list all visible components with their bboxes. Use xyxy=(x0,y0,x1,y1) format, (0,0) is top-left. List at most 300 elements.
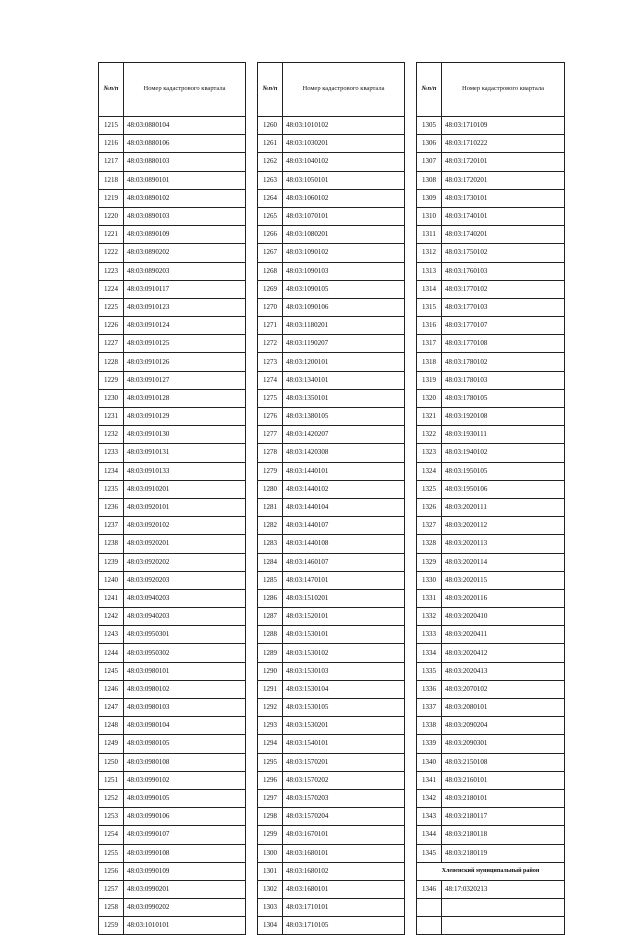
row-number: 1243 xyxy=(99,626,124,644)
cadastral-number: 48:03:0990202 xyxy=(124,899,246,917)
row-number: 1314 xyxy=(417,280,442,298)
row-number: 1253 xyxy=(99,808,124,826)
table-row xyxy=(417,226,565,244)
table-row xyxy=(417,498,565,516)
cadastral-number: 48:03:1440101 xyxy=(283,462,405,480)
row-number: 1346 xyxy=(417,880,442,898)
table-row xyxy=(417,171,565,189)
table-row xyxy=(417,317,565,335)
row-number: 1336 xyxy=(417,680,442,698)
table-row xyxy=(417,608,565,626)
table-row xyxy=(258,662,405,680)
row-number: 1250 xyxy=(99,753,124,771)
row-number: 1330 xyxy=(417,571,442,589)
row-number: 1267 xyxy=(258,244,283,262)
table-row xyxy=(417,699,565,717)
cadastral-number: 48:03:0950301 xyxy=(124,626,246,644)
row-number: 1260 xyxy=(258,117,283,135)
row-number: 1246 xyxy=(99,680,124,698)
table-row xyxy=(99,662,246,680)
table-row xyxy=(417,389,565,407)
table-row xyxy=(99,371,246,389)
table-row xyxy=(99,880,246,898)
row-number: 1316 xyxy=(417,317,442,335)
row-number: 1240 xyxy=(99,571,124,589)
table-row xyxy=(258,371,405,389)
row-number: 1322 xyxy=(417,426,442,444)
row-number: 1242 xyxy=(99,608,124,626)
table-row xyxy=(417,480,565,498)
row-number: 1296 xyxy=(258,771,283,789)
table-row xyxy=(417,207,565,225)
cadastral-number: 48:03:2020112 xyxy=(442,517,565,535)
cadastral-number: 48:03:0890109 xyxy=(124,226,246,244)
cadastral-number: 48:03:0940203 xyxy=(124,608,246,626)
row-number: 1239 xyxy=(99,553,124,571)
row-number: 1335 xyxy=(417,662,442,680)
table-row xyxy=(258,826,405,844)
row-number: 1287 xyxy=(258,608,283,626)
row-number: 1274 xyxy=(258,371,283,389)
row-number: 1303 xyxy=(258,899,283,917)
cadastral-number: 48:03:0990108 xyxy=(124,844,246,862)
table-row xyxy=(258,280,405,298)
cadastral-number: 48:03:0990201 xyxy=(124,880,246,898)
cadastral-number: 48:03:2020113 xyxy=(442,535,565,553)
cadastral-number: 48:03:0920203 xyxy=(124,571,246,589)
cadastral-number: 48:03:0950302 xyxy=(124,644,246,662)
cadastral-number: 48:03:0980108 xyxy=(124,753,246,771)
row-number: 1275 xyxy=(258,389,283,407)
cadastral-number: 48:03:2090204 xyxy=(442,717,565,735)
cadastral-number: 48:03:1340101 xyxy=(283,371,405,389)
cadastral-number: 48:03:1090103 xyxy=(283,262,405,280)
cadastral-number: 48:03:1090102 xyxy=(283,244,405,262)
table-row xyxy=(99,717,246,735)
cadastral-number: 48:03:1030201 xyxy=(283,135,405,153)
table-row xyxy=(99,680,246,698)
row-number: 1301 xyxy=(258,862,283,880)
row-number: 1329 xyxy=(417,553,442,571)
table-row xyxy=(258,480,405,498)
row-number: 1217 xyxy=(99,153,124,171)
row-number: 1228 xyxy=(99,353,124,371)
table-row xyxy=(258,680,405,698)
row-number: 1325 xyxy=(417,480,442,498)
cadastral-number: 48:03:1920108 xyxy=(442,408,565,426)
header-number: №п/п xyxy=(99,63,124,117)
row-number: 1313 xyxy=(417,262,442,280)
cadastral-number: 48:03:1770108 xyxy=(442,335,565,353)
table-row xyxy=(258,498,405,516)
table-row xyxy=(99,207,246,225)
table-row xyxy=(99,462,246,480)
cadastral-number: 48:03:1530101 xyxy=(283,626,405,644)
row-number: 1270 xyxy=(258,298,283,316)
table-row xyxy=(258,589,405,607)
cadastral-number: 48:03:1930111 xyxy=(442,426,565,444)
cadastral-number: 48:03:1780102 xyxy=(442,353,565,371)
table-row xyxy=(258,844,405,862)
row-number: 1237 xyxy=(99,517,124,535)
cadastral-number: 48:03:1760103 xyxy=(442,262,565,280)
table-row xyxy=(258,117,405,135)
cadastral-number: 48:03:0990109 xyxy=(124,862,246,880)
row-number: 1263 xyxy=(258,171,283,189)
table-row xyxy=(258,862,405,880)
table-row xyxy=(99,153,246,171)
table-row xyxy=(417,426,565,444)
row-number: 1265 xyxy=(258,207,283,225)
table-row xyxy=(99,753,246,771)
row-number: 1257 xyxy=(99,880,124,898)
cadastral-number: 48:03:0920101 xyxy=(124,498,246,516)
row-number: 1321 xyxy=(417,408,442,426)
table-row xyxy=(258,771,405,789)
row-number: 1280 xyxy=(258,480,283,498)
cadastral-number: 48:03:1440102 xyxy=(283,480,405,498)
table-row xyxy=(417,589,565,607)
table-row xyxy=(417,117,565,135)
cadastral-number: 48:03:1770103 xyxy=(442,298,565,316)
row-number: 1286 xyxy=(258,589,283,607)
table-row xyxy=(99,571,246,589)
table-row xyxy=(417,408,565,426)
row-number: 1339 xyxy=(417,735,442,753)
table-row xyxy=(99,117,246,135)
table-row xyxy=(417,644,565,662)
table-row xyxy=(258,717,405,735)
row-number: 1251 xyxy=(99,771,124,789)
cadastral-number: 48:03:1530103 xyxy=(283,662,405,680)
header-number: №п/п xyxy=(258,63,283,117)
table-row xyxy=(258,317,405,335)
row-number: 1343 xyxy=(417,808,442,826)
row-number: 1292 xyxy=(258,699,283,717)
table-row xyxy=(99,644,246,662)
cadastral-number: 48:03:0990105 xyxy=(124,789,246,807)
cadastral-number: 48:03:1710222 xyxy=(442,135,565,153)
cadastral-number: 48:03:1730101 xyxy=(442,189,565,207)
table-row xyxy=(417,717,565,735)
table-row xyxy=(258,335,405,353)
row-number: 1276 xyxy=(258,408,283,426)
row-number: 1332 xyxy=(417,608,442,626)
cadastral-number: 48:03:1750102 xyxy=(442,244,565,262)
cadastral-number xyxy=(442,917,565,935)
table-row xyxy=(417,280,565,298)
row-number: 1310 xyxy=(417,207,442,225)
table-row xyxy=(258,789,405,807)
cadastral-number: 48:03:0890203 xyxy=(124,262,246,280)
table-row xyxy=(99,917,246,935)
table-row xyxy=(417,735,565,753)
table-row xyxy=(417,571,565,589)
cadastral-number: 48:03:1570203 xyxy=(283,789,405,807)
table-row xyxy=(99,862,246,880)
table-row xyxy=(99,135,246,153)
row-number: 1222 xyxy=(99,244,124,262)
row-number: 1288 xyxy=(258,626,283,644)
row-number: 1315 xyxy=(417,298,442,316)
cadastral-number: 48:03:1940102 xyxy=(442,444,565,462)
row-number: 1320 xyxy=(417,389,442,407)
row-number: 1262 xyxy=(258,153,283,171)
cadastral-table-1 xyxy=(98,62,246,935)
district-heading: Хлевенский муниципальный район xyxy=(417,862,565,880)
cadastral-number: 48:03:1520101 xyxy=(283,608,405,626)
cadastral-number: 48:03:0910129 xyxy=(124,408,246,426)
row-number: 1324 xyxy=(417,462,442,480)
row-number: 1323 xyxy=(417,444,442,462)
cadastral-number: 48:03:1350101 xyxy=(283,389,405,407)
table-row xyxy=(258,462,405,480)
table-row xyxy=(99,553,246,571)
row-number: 1282 xyxy=(258,517,283,535)
header-cadastral-quarter: Номер кадастрового квартала xyxy=(283,63,405,117)
table-row xyxy=(99,389,246,407)
table-row xyxy=(99,444,246,462)
table-row xyxy=(99,480,246,498)
table-row xyxy=(258,153,405,171)
table-row xyxy=(99,280,246,298)
table-row xyxy=(417,917,565,935)
table-row xyxy=(258,353,405,371)
row-number: 1294 xyxy=(258,735,283,753)
table-row xyxy=(417,153,565,171)
table-row xyxy=(99,426,246,444)
cadastral-number: 48:03:0890202 xyxy=(124,244,246,262)
table-row xyxy=(99,826,246,844)
row-number: 1259 xyxy=(99,917,124,935)
table-row xyxy=(417,826,565,844)
cadastral-number: 48:03:1530105 xyxy=(283,699,405,717)
cadastral-number: 48:03:2180117 xyxy=(442,808,565,826)
row-number: 1241 xyxy=(99,589,124,607)
cadastral-number: 48:17:0320213 xyxy=(442,880,565,898)
cadastral-number: 48:03:0910201 xyxy=(124,480,246,498)
cadastral-number: 48:03:1060102 xyxy=(283,189,405,207)
row-number: 1218 xyxy=(99,171,124,189)
row-number: 1230 xyxy=(99,389,124,407)
cadastral-number: 48:03:1070101 xyxy=(283,207,405,225)
table-row xyxy=(99,517,246,535)
cadastral-number: 48:03:2070102 xyxy=(442,680,565,698)
row-number: 1281 xyxy=(258,498,283,516)
cadastral-table-2 xyxy=(257,62,405,935)
cadastral-number: 48:03:1570201 xyxy=(283,753,405,771)
row-number: 1344 xyxy=(417,826,442,844)
cadastral-number: 48:03:1720201 xyxy=(442,171,565,189)
table-row xyxy=(417,371,565,389)
row-number: 1290 xyxy=(258,662,283,680)
row-number: 1258 xyxy=(99,899,124,917)
table-row xyxy=(258,808,405,826)
district-row xyxy=(417,862,565,880)
row-number: 1264 xyxy=(258,189,283,207)
table-row xyxy=(99,844,246,862)
cadastral-number: 48:03:1680101 xyxy=(283,844,405,862)
row-number: 1261 xyxy=(258,135,283,153)
table-row xyxy=(258,735,405,753)
row-number: 1254 xyxy=(99,826,124,844)
cadastral-number: 48:03:0990106 xyxy=(124,808,246,826)
table-row xyxy=(99,699,246,717)
cadastral-number: 48:03:2020413 xyxy=(442,662,565,680)
cadastral-number: 48:03:1080201 xyxy=(283,226,405,244)
row-number: 1215 xyxy=(99,117,124,135)
table-row xyxy=(258,880,405,898)
table-row xyxy=(99,262,246,280)
cadastral-number: 48:03:2020116 xyxy=(442,589,565,607)
cadastral-number: 48:03:2020410 xyxy=(442,608,565,626)
row-number: 1245 xyxy=(99,662,124,680)
table-row xyxy=(99,608,246,626)
cadastral-number: 48:03:1780103 xyxy=(442,371,565,389)
cadastral-number: 48:03:0880103 xyxy=(124,153,246,171)
table-row xyxy=(258,535,405,553)
table-row xyxy=(417,662,565,680)
cadastral-number: 48:03:1420207 xyxy=(283,426,405,444)
row-number: 1308 xyxy=(417,171,442,189)
cadastral-number: 48:03:1470101 xyxy=(283,571,405,589)
row-number: 1341 xyxy=(417,771,442,789)
cadastral-number: 48:03:0910131 xyxy=(124,444,246,462)
cadastral-number: 48:03:0890101 xyxy=(124,171,246,189)
cadastral-number: 48:03:0920201 xyxy=(124,535,246,553)
row-number: 1235 xyxy=(99,480,124,498)
cadastral-number: 48:03:1780105 xyxy=(442,389,565,407)
cadastral-number: 48:03:0910124 xyxy=(124,317,246,335)
table-row xyxy=(258,189,405,207)
row-number: 1284 xyxy=(258,553,283,571)
cadastral-number: 48:03:0910128 xyxy=(124,389,246,407)
cadastral-number: 48:03:1740201 xyxy=(442,226,565,244)
table-row xyxy=(258,408,405,426)
table-row xyxy=(258,171,405,189)
row-number: 1293 xyxy=(258,717,283,735)
cadastral-number: 48:03:2020111 xyxy=(442,498,565,516)
row-number: 1221 xyxy=(99,226,124,244)
table-row xyxy=(417,899,565,917)
row-number: 1300 xyxy=(258,844,283,862)
table-row xyxy=(99,335,246,353)
table-row xyxy=(258,517,405,535)
table-row xyxy=(417,189,565,207)
table-row xyxy=(417,880,565,898)
cadastral-number: 48:03:1200101 xyxy=(283,353,405,371)
row-number: 1232 xyxy=(99,426,124,444)
header-number: №п/п xyxy=(417,63,442,117)
table-row xyxy=(99,298,246,316)
row-number: 1340 xyxy=(417,753,442,771)
table-row xyxy=(99,626,246,644)
table-row xyxy=(417,262,565,280)
table-row xyxy=(417,844,565,862)
table-row xyxy=(417,535,565,553)
cadastral-number: 48:03:1670101 xyxy=(283,826,405,844)
row-number: 1277 xyxy=(258,426,283,444)
table-row xyxy=(258,571,405,589)
row-number: 1234 xyxy=(99,462,124,480)
cadastral-number: 48:03:1710105 xyxy=(283,917,405,935)
row-number: 1283 xyxy=(258,535,283,553)
table-row xyxy=(99,771,246,789)
row-number: 1299 xyxy=(258,826,283,844)
row-number: 1307 xyxy=(417,153,442,171)
cadastral-number xyxy=(442,899,565,917)
cadastral-number: 48:03:1040102 xyxy=(283,153,405,171)
row-number: 1326 xyxy=(417,498,442,516)
cadastral-number: 48:03:0910133 xyxy=(124,462,246,480)
row-number: 1216 xyxy=(99,135,124,153)
row-number: 1238 xyxy=(99,535,124,553)
cadastral-number: 48:03:0910130 xyxy=(124,426,246,444)
table-row xyxy=(99,535,246,553)
table-row xyxy=(99,226,246,244)
row-number: 1219 xyxy=(99,189,124,207)
row-number: 1249 xyxy=(99,735,124,753)
cadastral-number: 48:03:1950106 xyxy=(442,480,565,498)
table-row xyxy=(417,135,565,153)
table-row xyxy=(417,753,565,771)
cadastral-number: 48:03:1540101 xyxy=(283,735,405,753)
row-number: 1304 xyxy=(258,917,283,935)
row-number: 1297 xyxy=(258,789,283,807)
cadastral-number: 48:03:0920202 xyxy=(124,553,246,571)
row-number: 1224 xyxy=(99,280,124,298)
row-number: 1312 xyxy=(417,244,442,262)
table-row xyxy=(99,789,246,807)
table-row xyxy=(258,135,405,153)
cadastral-number: 48:03:1090105 xyxy=(283,280,405,298)
cadastral-number: 48:03:2180119 xyxy=(442,844,565,862)
cadastral-number: 48:03:1950105 xyxy=(442,462,565,480)
row-number: 1306 xyxy=(417,135,442,153)
cadastral-number: 48:03:0890102 xyxy=(124,189,246,207)
cadastral-number: 48:03:0910126 xyxy=(124,353,246,371)
cadastral-number: 48:03:1420308 xyxy=(283,444,405,462)
cadastral-number: 48:03:1770107 xyxy=(442,317,565,335)
row-number: 1311 xyxy=(417,226,442,244)
row-number: 1269 xyxy=(258,280,283,298)
row-number: 1295 xyxy=(258,753,283,771)
row-number: 1309 xyxy=(417,189,442,207)
row-number: 1252 xyxy=(99,789,124,807)
cadastral-number: 48:03:1440108 xyxy=(283,535,405,553)
table-row xyxy=(99,353,246,371)
cadastral-number: 48:03:1530201 xyxy=(283,717,405,735)
table-row xyxy=(417,789,565,807)
table-row xyxy=(258,244,405,262)
row-number: 1223 xyxy=(99,262,124,280)
row-number: 1334 xyxy=(417,644,442,662)
row-number: 1266 xyxy=(258,226,283,244)
cadastral-number: 48:03:0910125 xyxy=(124,335,246,353)
row-number: 1236 xyxy=(99,498,124,516)
table-row xyxy=(417,808,565,826)
cadastral-number: 48:03:1440107 xyxy=(283,517,405,535)
cadastral-number: 48:03:2180118 xyxy=(442,826,565,844)
table-row xyxy=(258,553,405,571)
cadastral-number: 48:03:0990102 xyxy=(124,771,246,789)
row-number: 1268 xyxy=(258,262,283,280)
table-row xyxy=(258,298,405,316)
table-row xyxy=(99,899,246,917)
table-row xyxy=(99,189,246,207)
table-row xyxy=(99,735,246,753)
cadastral-number: 48:03:1710101 xyxy=(283,899,405,917)
